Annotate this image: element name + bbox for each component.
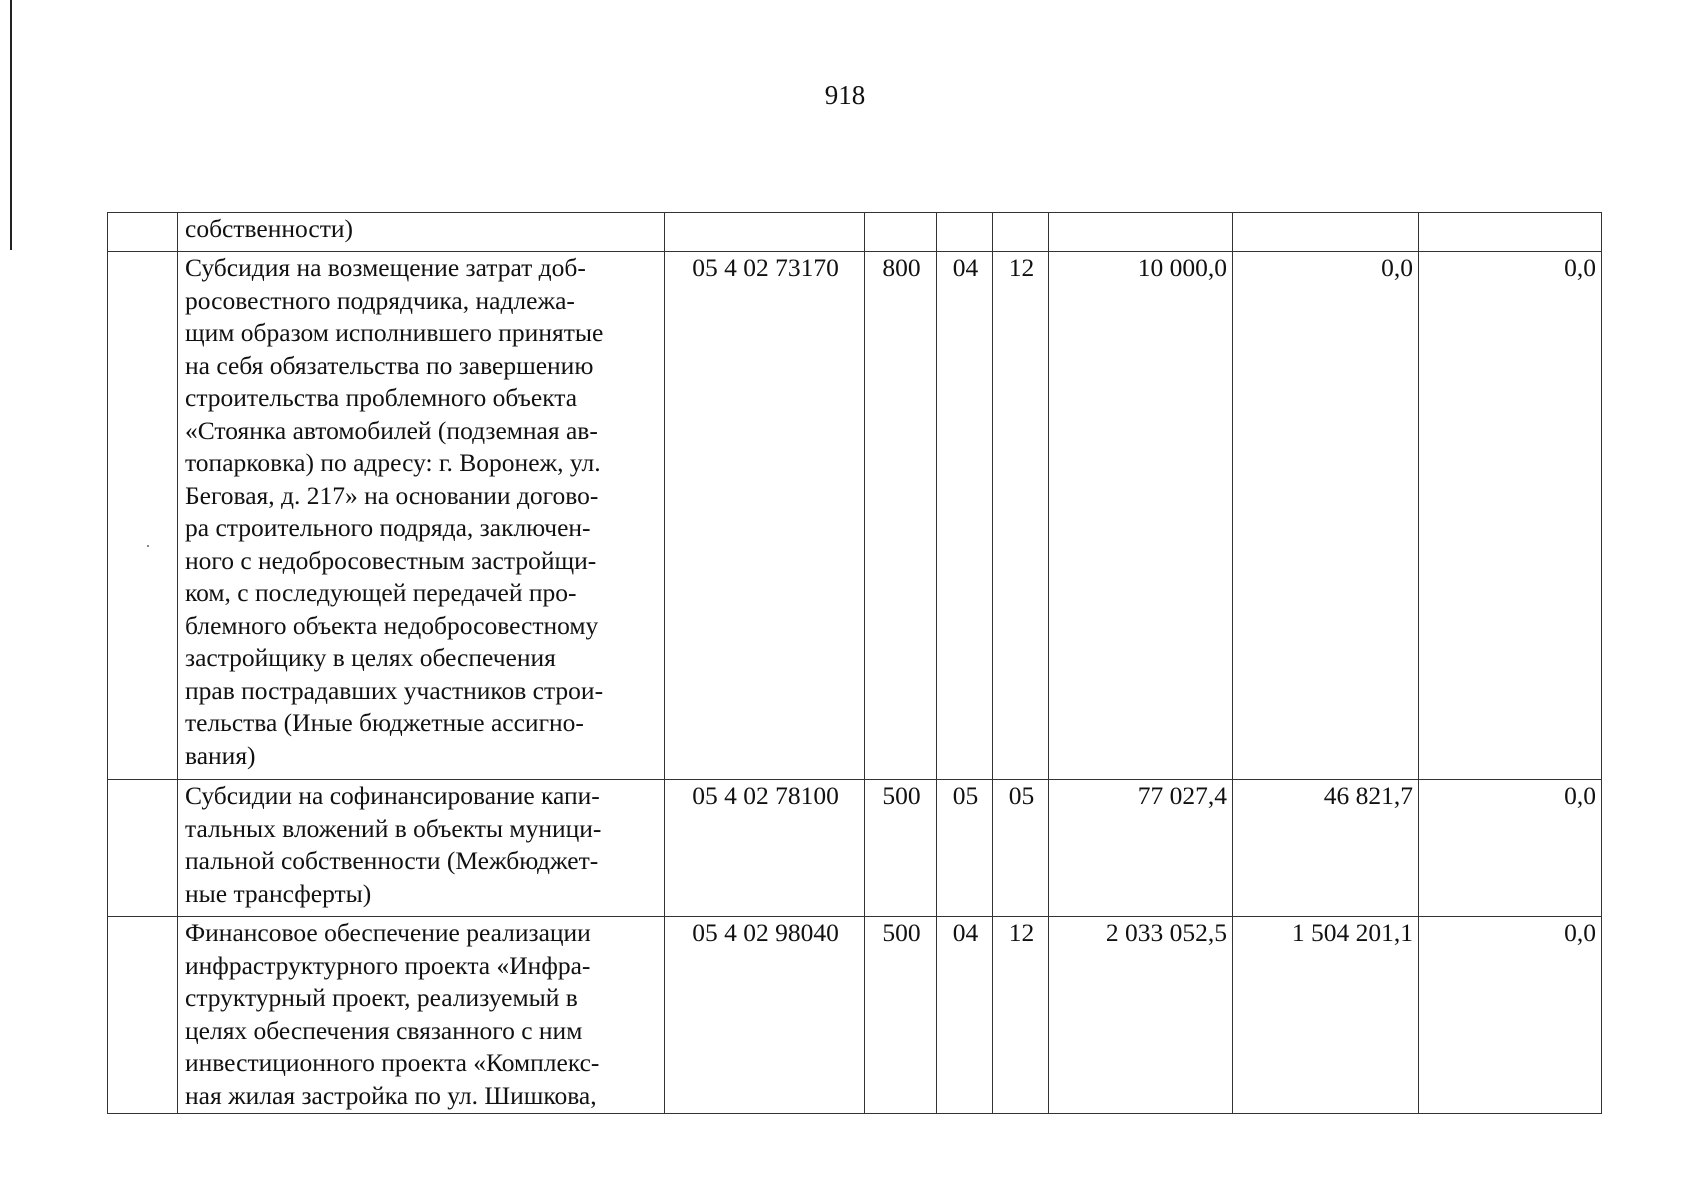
section-cell [937, 213, 993, 252]
table-row [108, 252, 1602, 780]
row-number-cell [108, 780, 178, 917]
subsection-cell: 12 [993, 252, 1049, 780]
description-cell: Субсидия на возмещение затрат доб- росовестного подрядчика, надлежа- щим образом исполнившего принятые на себя обязательства по завершению строительства проблемного объекта «Стоянка автомобилей (подземная ав- топарковка) по адресу: г. Воронеж, ул. Беговая, д. 217» на основании догово- ра строительного подряда, заключен- ного с недобросовестным застройщи- ком, с последующей передачей про- блемного объекта недобросовестному застройщику в целях обеспечения прав пострадавших участников строи- тельства (Иные бюджетные ассигно- вания) [178, 252, 665, 780]
amount-cell-2: 1 504 201,1 [1233, 917, 1419, 1114]
amount-cell-1: 77 027,4 [1049, 780, 1233, 917]
budget-table [107, 212, 1602, 1114]
amount-cell-1 [1049, 213, 1233, 252]
section-cell: 05 [937, 780, 993, 917]
page-number: 918 [824, 80, 866, 110]
table-row [108, 917, 1602, 1114]
scan-left-edge [10, 0, 12, 250]
row-number-cell [108, 917, 178, 1114]
target-article-cell: 05 4 02 98040 [665, 917, 865, 1114]
amount-cell-3: 0,0 [1419, 917, 1602, 1114]
target-article-cell: 05 4 02 78100 [665, 780, 865, 917]
subsection-cell: 05 [993, 780, 1049, 917]
subsection-cell: 12 [993, 917, 1049, 1114]
description-cell: собственности) [178, 213, 665, 252]
row-number-cell [108, 213, 178, 252]
table-row [108, 213, 1602, 252]
section-cell: 04 [937, 917, 993, 1114]
amount-cell-3: 0,0 [1419, 780, 1602, 917]
row-number-cell [108, 252, 178, 780]
amount-cell-2 [1233, 213, 1419, 252]
expense-type-cell: 800 [865, 252, 937, 780]
section-cell: 04 [937, 252, 993, 780]
amount-cell-2: 0,0 [1233, 252, 1419, 780]
description-cell: Субсидии на софинансирование капи- тальных вложений в объекты муници- пальной собственности (Межбюджет- ные трансферты) [178, 780, 665, 917]
expense-type-cell [865, 213, 937, 252]
amount-cell-3 [1419, 213, 1602, 252]
amount-cell-1: 10 000,0 [1049, 252, 1233, 780]
target-article-cell [665, 213, 865, 252]
amount-cell-1: 2 033 052,5 [1049, 917, 1233, 1114]
description-cell: Финансовое обеспечение реализации инфраструктурного проекта «Инфра- структурный проект, реализуемый в целях обеспечения связанного с ним инвестиционного проекта «Комплекс- ная жилая застройка по ул. Шишкова, [178, 917, 665, 1114]
expense-type-cell: 500 [865, 917, 937, 1114]
expense-type-cell: 500 [865, 780, 937, 917]
table-row [108, 780, 1602, 917]
amount-cell-2: 46 821,7 [1233, 780, 1419, 917]
target-article-cell: 05 4 02 73170 [665, 252, 865, 780]
amount-cell-3: 0,0 [1419, 252, 1602, 780]
subsection-cell [993, 213, 1049, 252]
